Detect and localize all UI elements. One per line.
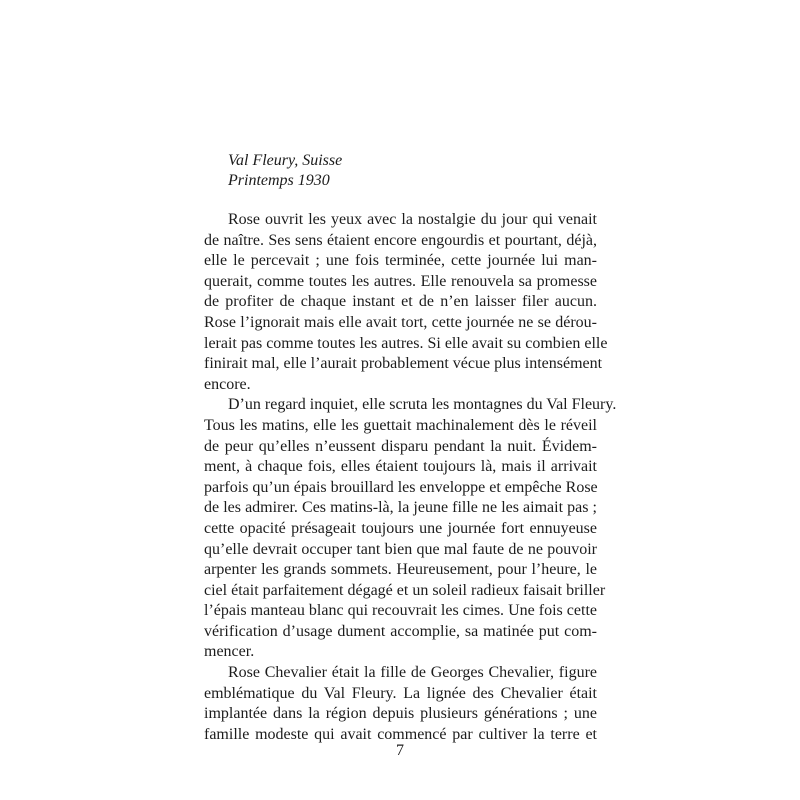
text-line: querait, comme toutes les autres. Elle renouvela sa promesse <box>204 272 597 290</box>
text-line: D’un regard inquiet, elle scruta les montagnes du Val Fleury. <box>228 396 617 414</box>
text-line: emblématique du Val Fleury. La lignée des Chevalier était <box>204 684 597 702</box>
text-line: de peur qu’elles n’eussent disparu pendant la nuit. Évidem- <box>204 437 597 455</box>
page-number: 7 <box>396 742 404 759</box>
text-line: vérification d’usage dument accomplie, sa matinée put com- <box>204 622 597 640</box>
text-line: Tous les matins, elle les guettait machinalement dès le réveil <box>204 416 597 434</box>
text-line: mencer. <box>204 643 255 661</box>
text-line: l’épais manteau blanc qui recouvrait les cimes. Une fois cette <box>204 602 597 620</box>
text-line: famille modeste qui avait commencé par cultiver la terre et <box>204 725 597 743</box>
body-text <box>204 210 617 745</box>
text-line: de les admirer. Ces matins-là, la jeune fille ne les aimait pas ; <box>204 499 597 517</box>
text-line: cette opacité présageait toujours une journée fort ennuyeuse <box>204 519 597 537</box>
text-line: elle le percevait ; une fois terminée, cette journée lui man- <box>204 252 597 270</box>
text-line: qu’elle devrait occuper tant bien que mal faute de ne pouvoir <box>204 540 597 558</box>
chapter-heading <box>228 151 342 191</box>
text-line: implantée dans la région depuis plusieurs générations ; une <box>204 705 597 723</box>
text-line: arpenter les grands sommets. Heureusement, pour l’heure, le <box>204 561 597 579</box>
text-line: ciel était parfaitement dégagé et un soleil radieux faisait briller <box>204 581 606 599</box>
text-line: Rose l’ignorait mais elle avait tort, cette journée ne se dérou- <box>204 313 597 331</box>
text-line: Rose ouvrit les yeux avec la nostalgie du jour qui venait <box>228 211 597 228</box>
text-line: parfois qu’un épais brouillard les enveloppe et empêche Rose <box>204 478 598 496</box>
text-line: de profiter de chaque instant et de n’en laisser filer aucun. <box>204 293 597 311</box>
text-line: finirait mal, elle l’aurait probablement vécue plus intensément <box>204 355 603 373</box>
text-line: Rose Chevalier était la fille de Georges Chevalier, figure <box>228 664 597 682</box>
text-line: lerait pas comme toutes les autres. Si elle avait su combien elle <box>204 334 608 352</box>
text-line: encore. <box>204 375 251 393</box>
text-line: de naître. Ses sens étaient encore engourdis et pourtant, déjà, <box>204 231 597 249</box>
heading-date: Printemps 1930 <box>228 172 330 189</box>
text-line: ment, à chaque fois, elles étaient toujours là, mais il arrivait <box>204 458 597 476</box>
heading-place: Val Fleury, Suisse <box>228 152 343 169</box>
